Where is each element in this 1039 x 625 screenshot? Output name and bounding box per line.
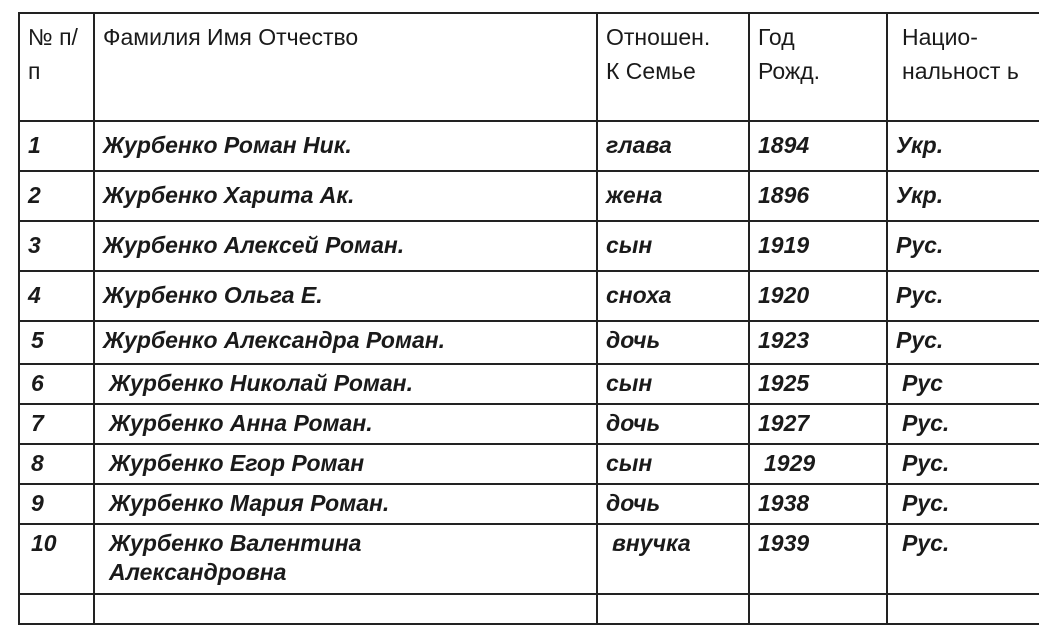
cell-nationality: Рус. bbox=[887, 321, 1039, 364]
header-relation: Отношен. К Семье bbox=[597, 13, 749, 121]
cell-num: 2 bbox=[19, 171, 94, 221]
cell-relation: сноха bbox=[597, 271, 749, 321]
cell-relation: глава bbox=[597, 121, 749, 171]
cell-year: 1919 bbox=[749, 221, 887, 271]
cell-empty bbox=[94, 594, 597, 624]
table-row bbox=[19, 221, 1039, 271]
cell-relation: дочь bbox=[597, 321, 749, 364]
table-row bbox=[19, 271, 1039, 321]
cell-year: 1923 bbox=[749, 321, 887, 364]
header-num: № п/п bbox=[19, 13, 94, 121]
cell-nationality: Рус. bbox=[887, 524, 1039, 594]
cell-relation: дочь bbox=[597, 484, 749, 524]
cell-name: Журбенко Харита Ак. bbox=[94, 171, 597, 221]
cell-nationality: Рус. bbox=[887, 271, 1039, 321]
cell-nationality: Укр. bbox=[887, 121, 1039, 171]
cell-name: Журбенко Алексей Роман. bbox=[94, 221, 597, 271]
table-row bbox=[19, 364, 1039, 404]
cell-name: Журбенко Валентина Александровна bbox=[94, 524, 597, 594]
cell-year: 1925 bbox=[749, 364, 887, 404]
cell-year: 1927 bbox=[749, 404, 887, 444]
cell-year: 1938 bbox=[749, 484, 887, 524]
table-row bbox=[19, 484, 1039, 524]
cell-relation: сын bbox=[597, 364, 749, 404]
cell-num: 6 bbox=[19, 364, 94, 404]
header-name: Фамилия Имя Отчество bbox=[94, 13, 597, 121]
table-row bbox=[19, 121, 1039, 171]
cell-name: Журбенко Егор Роман bbox=[94, 444, 597, 484]
cell-nationality: Рус bbox=[887, 364, 1039, 404]
cell-year: 1894 bbox=[749, 121, 887, 171]
cell-nationality: Рус. bbox=[887, 484, 1039, 524]
cell-name: Журбенко Мария Роман. bbox=[94, 484, 597, 524]
cell-name: Журбенко Анна Роман. bbox=[94, 404, 597, 444]
cell-year: 1929 bbox=[749, 444, 887, 484]
cell-year: 1920 bbox=[749, 271, 887, 321]
family-table bbox=[18, 12, 1039, 625]
cell-num: 8 bbox=[19, 444, 94, 484]
cell-num: 10 bbox=[19, 524, 94, 594]
cell-relation: жена bbox=[597, 171, 749, 221]
cell-relation: внучка bbox=[597, 524, 749, 594]
table-row bbox=[19, 171, 1039, 221]
cell-name: Журбенко Николай Роман. bbox=[94, 364, 597, 404]
cell-num: 9 bbox=[19, 484, 94, 524]
header-year: Год Рожд. bbox=[749, 13, 887, 121]
header-nationality: Нацио- нальност ь bbox=[887, 13, 1039, 121]
cell-year: 1939 bbox=[749, 524, 887, 594]
table-row bbox=[19, 444, 1039, 484]
cell-num: 7 bbox=[19, 404, 94, 444]
table-row-empty bbox=[19, 594, 1039, 624]
cell-name: Журбенко Ольга Е. bbox=[94, 271, 597, 321]
cell-empty bbox=[887, 594, 1039, 624]
cell-nationality: Рус. bbox=[887, 221, 1039, 271]
cell-num: 1 bbox=[19, 121, 94, 171]
cell-empty bbox=[597, 594, 749, 624]
cell-relation: сын bbox=[597, 221, 749, 271]
cell-nationality: Рус. bbox=[887, 404, 1039, 444]
table-header-row bbox=[19, 13, 1039, 121]
cell-empty bbox=[19, 594, 94, 624]
table-row bbox=[19, 404, 1039, 444]
table-row bbox=[19, 524, 1039, 594]
cell-nationality: Рус. bbox=[887, 444, 1039, 484]
cell-num: 3 bbox=[19, 221, 94, 271]
cell-relation: сын bbox=[597, 444, 749, 484]
cell-num: 5 bbox=[19, 321, 94, 364]
cell-relation: дочь bbox=[597, 404, 749, 444]
cell-num: 4 bbox=[19, 271, 94, 321]
cell-name: Журбенко Александра Роман. bbox=[94, 321, 597, 364]
cell-name: Журбенко Роман Ник. bbox=[94, 121, 597, 171]
cell-nationality: Укр. bbox=[887, 171, 1039, 221]
cell-empty bbox=[749, 594, 887, 624]
cell-year: 1896 bbox=[749, 171, 887, 221]
table-row bbox=[19, 321, 1039, 364]
